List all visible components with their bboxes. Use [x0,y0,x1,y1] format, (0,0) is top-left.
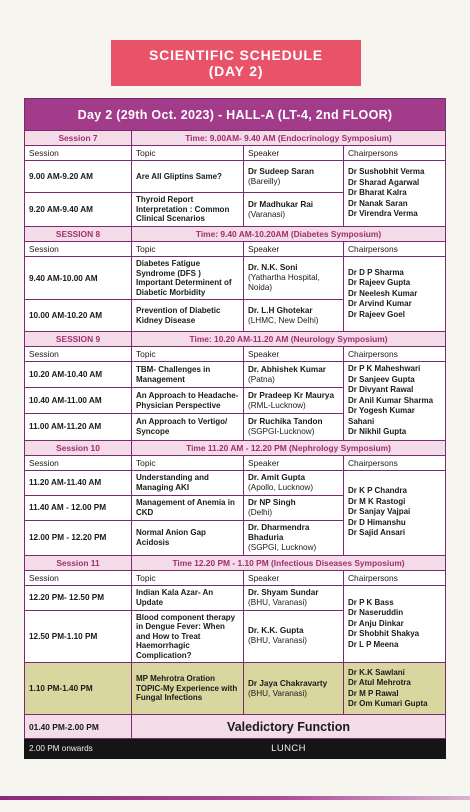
talk-topic: Indian Kala Azar- An Update [132,585,244,610]
title-line-1: SCIENTIFIC SCHEDULE [149,47,323,63]
column-header-row [25,570,446,585]
valedictory-label: Valedictory Function [132,715,446,739]
oration-time: 1.10 PM-1.40 PM [25,663,132,715]
speaker-affiliation: (Apollo, Lucknow) [248,482,314,492]
talk-time: 12.20 PM- 12.50 PM [25,585,132,610]
speaker-affiliation: (Delhi) [248,507,273,517]
column-header-row [25,455,446,470]
speaker-affiliation: (RML-Lucknow) [248,400,306,410]
talk-speaker [244,585,344,610]
speaker-name: Dr Madhukar Rai [248,199,314,209]
talk-time: 12.50 PM-1.10 PM [25,610,132,663]
speaker-name: Dr Pradeep Kr Maurya [248,390,335,400]
col-header-session: Session [25,455,132,470]
chairperson-name: Dr Rajeev Goel [348,309,405,319]
lunch-time: 2.00 PM onwards [25,739,132,759]
talk-row [25,362,446,388]
speaker-affiliation: (BHU, Varanasi) [248,597,307,607]
chairperson-name: Dr Neelesh Kumar [348,288,418,298]
talk-time: 11.00 AM-11.20 AM [25,414,132,440]
col-header-topic: Topic [132,347,244,362]
session-time: Time: 9.00AM- 9.40 AM (Endocrinology Symposium) [132,131,446,146]
speaker-affiliation: (LHMC, New Delhi) [248,315,319,325]
talk-speaker [244,257,344,300]
speaker-affiliation: (SGPGI-Lucknow) [248,426,315,436]
column-header-row [25,146,446,161]
chairperson-name: Dr Yogesh Kumar Sahani [348,406,415,426]
chairperson-name: Dr Nanak Saran [348,198,408,208]
col-header-speaker: Speaker [244,242,344,257]
chairperson-name: Dr K P Chandra [348,486,407,496]
chairpersons-cell [344,161,446,227]
session-name: SESSION 8 [25,227,132,242]
bottom-border-line [0,796,470,800]
session-name: Session 7 [25,131,132,146]
col-header-topic: Topic [132,146,244,161]
talk-topic: Blood component therapy in Dengue Fever: When and How to Treat Haemorrhagic Complication? [132,610,244,663]
lunch-row [25,739,446,759]
talk-time: 10.00 AM-10.20 AM [25,300,132,332]
speaker-affiliation: (BHU, Varanasi) [248,636,307,646]
talk-topic: Are All Gliptins Same? [132,161,244,193]
chairperson-name: Dr Om Kumari Gupta [348,699,428,708]
chairperson-name: Dr P K Maheshwari [348,364,421,373]
chairperson-name: Dr Sanjeev Gupta [348,374,415,384]
valedictory-row [25,715,446,739]
lunch-label: LUNCH [132,739,446,759]
session-time: Time 11.20 AM - 12.20 PM (Nephrology Symposium) [132,440,446,455]
talk-speaker [244,414,344,440]
talk-topic: Management of Anemia in CKD [132,495,244,520]
oration-topic: MP Mehrotra Oration TOPIC-My Experience with Fungal Infections [132,663,244,715]
talk-time: 9.00 AM-9.20 AM [25,161,132,193]
session-name: Session 11 [25,555,132,570]
speaker-name: Dr. Dharmendra Bhaduria [248,522,310,542]
speaker-name: Dr. Amit Gupta [248,472,306,482]
chairperson-name: Dr Nikhil Gupta [348,427,407,436]
session-name: Session 10 [25,440,132,455]
chairperson-name: Dr P K Bass [348,597,394,607]
talk-speaker [244,470,344,495]
speaker-name: Dr. Shyam Sundar [248,587,319,597]
chairperson-name: Dr K.K Sawlani [348,667,405,677]
chairperson-name: Dr Sharad Agarwal [348,177,420,187]
talk-time: 12.00 PM - 12.20 PM [25,520,132,555]
col-header-chairpersons: Chairpersons [344,347,446,362]
talk-topic: Normal Anion Gap Acidosis [132,520,244,555]
speaker-affiliation: (Varanasi) [248,209,286,219]
chairperson-name: Dr Atul Mehrotra [348,678,411,687]
speaker-name: Dr Sudeep Saran [248,166,314,176]
col-header-topic: Topic [132,570,244,585]
speaker-name: Dr NP Singh [248,497,296,507]
talk-speaker [244,362,344,388]
talk-speaker [244,610,344,663]
col-header-speaker: Speaker [244,570,344,585]
chairperson-name: Dr L P Meena [348,639,399,649]
col-header-chairpersons: Chairpersons [344,455,446,470]
col-header-topic: Topic [132,455,244,470]
session-time: Time: 10.20 AM-11.20 AM (Neurology Symposium) [132,332,446,347]
speaker-affiliation: (Patna) [248,374,275,384]
chairpersons-cell [344,470,446,555]
talk-speaker [244,520,344,555]
speaker-affiliation: (Bareilly) [248,176,281,186]
col-header-session: Session [25,242,132,257]
speaker-name: Dr. N.K. Soni [248,263,298,272]
col-header-chairpersons: Chairpersons [344,242,446,257]
chairperson-name: Dr Anju Dinkar [348,618,404,628]
talk-time: 10.20 AM-10.40 AM [25,362,132,388]
oration-row [25,663,446,715]
chairperson-name: Dr Sanjay Vajpai [348,507,411,517]
col-header-session: Session [25,146,132,161]
col-header-session: Session [25,347,132,362]
schedule-title [111,40,361,86]
oration-chairpersons [344,663,446,715]
talk-row [25,257,446,300]
chairperson-name: Dr Sushobhit Verma [348,167,425,177]
col-header-chairpersons: Chairpersons [344,570,446,585]
column-header-row [25,347,446,362]
talk-time: 10.40 AM-11.00 AM [25,388,132,414]
session-time: Time 12.20 PM - 1.10 PM (Infectious Diseases Symposium) [132,555,446,570]
session-row [25,227,446,242]
speaker-name: Dr. L.H Ghotekar [248,305,313,315]
talk-topic: An Approach to Headache- Physician Perspective [132,388,244,414]
talk-topic: Prevention of Diabetic Kidney Disease [132,300,244,332]
chairperson-name: Dr M K Rastogi [348,496,406,506]
hall-header-row [25,99,446,131]
talk-topic: TBM- Challenges in Management [132,362,244,388]
speaker-name: Dr Jaya Chakravarty [248,678,328,688]
col-header-speaker: Speaker [244,347,344,362]
speaker-name: Dr Ruchika Tandon [248,416,323,426]
chairpersons-cell [344,362,446,441]
talk-row [25,585,446,610]
title-line-2: (DAY 2) [208,63,264,79]
chairperson-name: Dr Arvind Kumar [348,299,412,309]
chairperson-name: Dr Divyant Rawal [348,385,414,394]
col-header-chairpersons: Chairpersons [344,146,446,161]
talk-topic: Diabetes Fatigue Syndrome (DFS ) Important Determinent of Diabetic Morbidity [132,257,244,300]
col-header-topic: Topic [132,242,244,257]
chairperson-name: Dr M P Rawal [348,688,399,698]
talk-topic: An Approach to Vertigo/ Syncope [132,414,244,440]
session-row [25,555,446,570]
session-row [25,440,446,455]
chairperson-name: Dr D P Sharma [348,267,404,277]
talk-time: 11.20 AM-11.40 AM [25,470,132,495]
hall-header: Day 2 (29th Oct. 2023) - HALL-A (LT-4, 2nd FLOOR) [25,99,446,131]
talk-speaker [244,300,344,332]
talk-topic: Understanding and Managing AKI [132,470,244,495]
chairperson-name: Dr Shobhit Shakya [348,629,420,638]
talk-row [25,470,446,495]
talk-time: 9.40 AM-10.00 AM [25,257,132,300]
col-header-speaker: Speaker [244,146,344,161]
session-time: Time: 9.40 AM-10.20AM (Diabetes Symposium) [132,227,446,242]
chairperson-name: Dr D Himanshu [348,517,406,527]
chairperson-name: Dr Sajid Ansari [348,528,406,538]
session-row [25,131,446,146]
talk-speaker [244,388,344,414]
talk-time: 11.40 AM - 12.00 PM [25,495,132,520]
chairpersons-cell [344,257,446,332]
talk-speaker [244,495,344,520]
column-header-row [25,242,446,257]
talk-row [25,161,446,193]
talk-topic: Thyroid Report Interpretation : Common Clinical Scenarios [132,193,244,227]
col-header-speaker: Speaker [244,455,344,470]
session-row [25,332,446,347]
col-header-session: Session [25,570,132,585]
talk-speaker [244,161,344,193]
chairperson-name: Dr Virendra Verma [348,209,418,219]
talk-speaker [244,193,344,227]
chairperson-name: Dr Anil Kumar Sharma [348,395,434,405]
speaker-name: Dr. Abhishek Kumar [248,364,326,374]
schedule-table [24,98,446,759]
session-name: SESSION 9 [25,332,132,347]
speaker-affiliation: (Yathartha Hospital, Noida) [248,273,320,292]
valedictory-time: 01.40 PM-2.00 PM [25,715,132,739]
chairperson-name: Dr Bharat Kalra [348,188,407,198]
oration-speaker [244,663,344,715]
speaker-name: Dr. K.K. Gupta [248,626,304,636]
chairpersons-cell [344,585,446,663]
chairperson-name: Dr Naseruddin [348,608,404,617]
speaker-affiliation: (BHU, Varanasi) [248,688,307,698]
chairperson-name: Dr Rajeev Gupta [348,278,411,288]
speaker-affiliation: (SGPGI, Lucknow) [248,542,317,552]
talk-time: 9.20 AM-9.40 AM [25,193,132,227]
